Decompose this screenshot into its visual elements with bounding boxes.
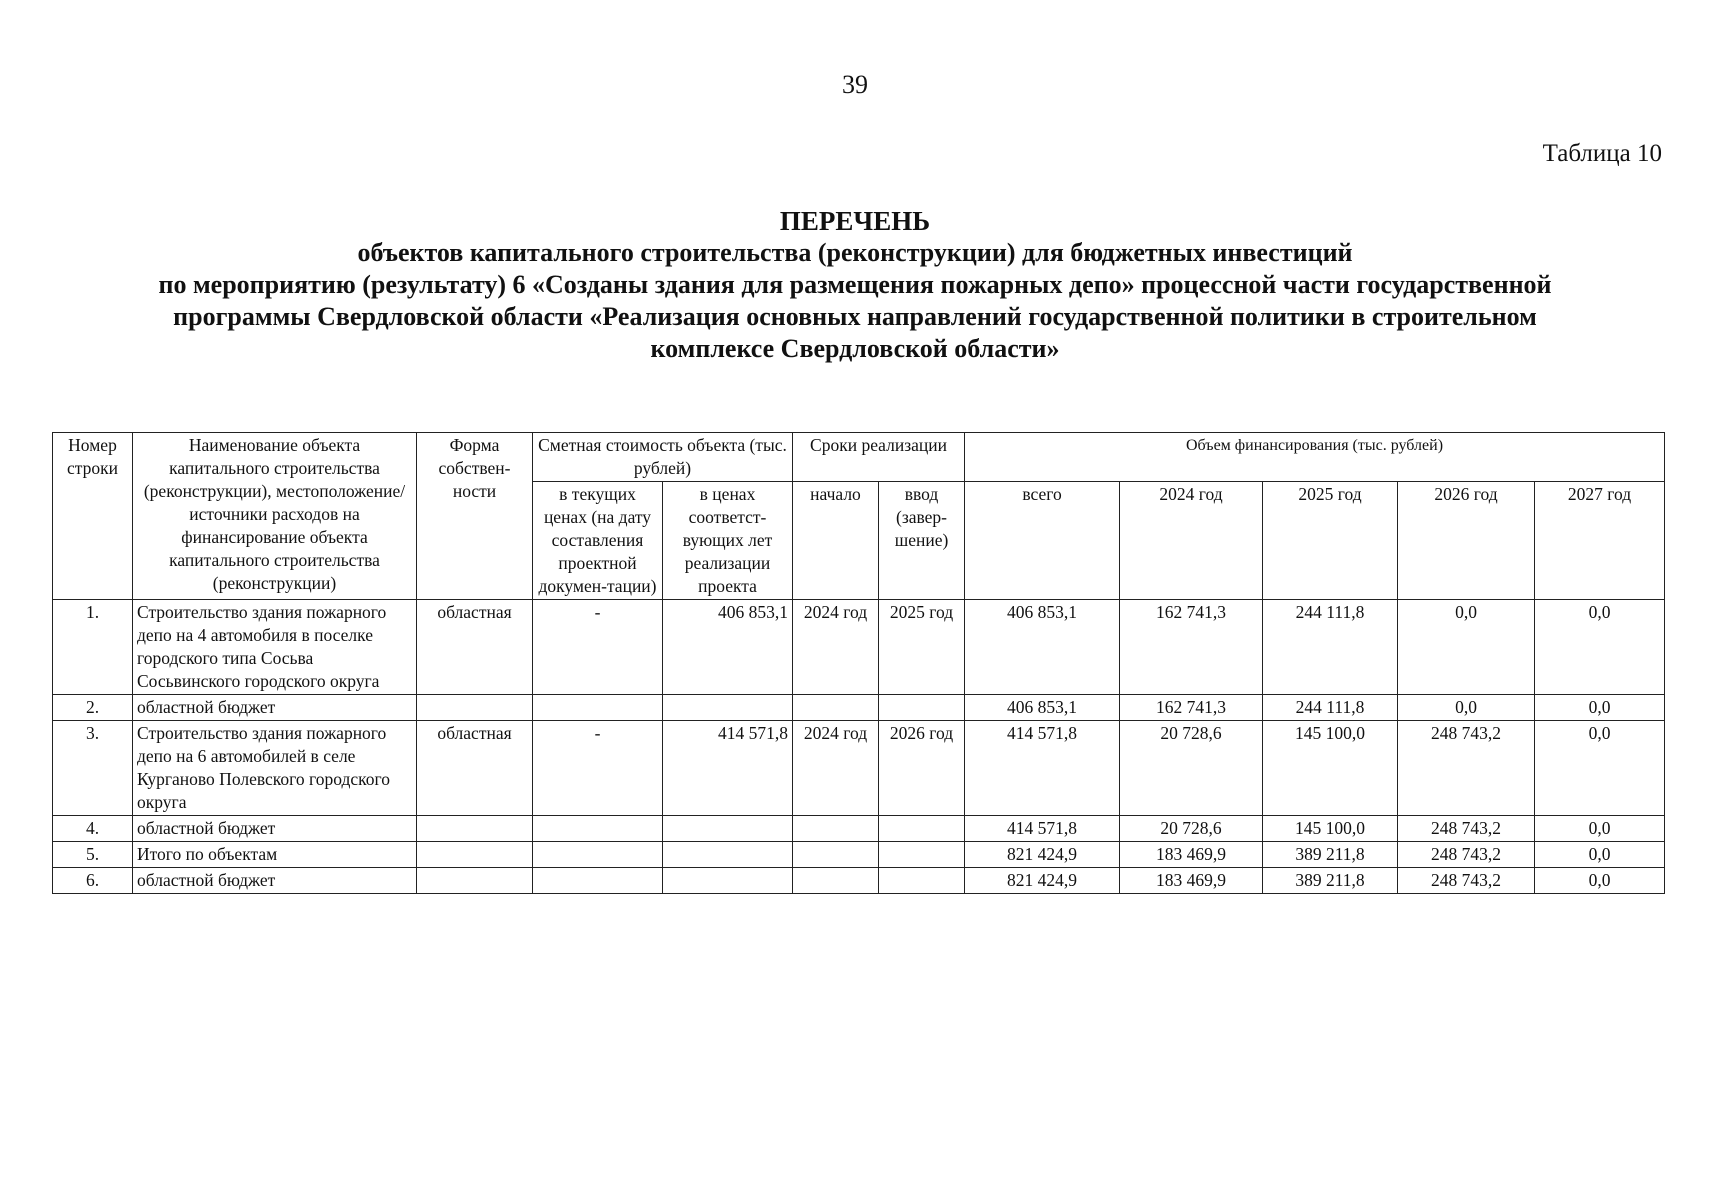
- amount-2027: 0,0: [1535, 721, 1665, 816]
- row-number: 5.: [53, 842, 133, 868]
- amount-2024: 20 728,6: [1120, 816, 1263, 842]
- cost-period: [663, 695, 793, 721]
- table-row: [53, 868, 1665, 894]
- header-2025: 2025 год: [1263, 482, 1398, 600]
- object-name: областной бюджет: [133, 868, 417, 894]
- amount-2025: 389 211,8: [1263, 868, 1398, 894]
- amount-2025: 145 100,0: [1263, 721, 1398, 816]
- header-row-top: [53, 433, 1665, 482]
- amount-2026: 248 743,2: [1398, 868, 1535, 894]
- object-name: областной бюджет: [133, 695, 417, 721]
- cost-period: 406 853,1: [663, 600, 793, 695]
- ownership: [417, 695, 533, 721]
- end-year: 2025 год: [879, 600, 965, 695]
- start-year: 2024 год: [793, 721, 879, 816]
- header-2027: 2027 год: [1535, 482, 1665, 600]
- table-label: Таблица 10: [1542, 140, 1662, 167]
- cost-current: -: [533, 600, 663, 695]
- title-line: комплексе Свердловской области»: [650, 334, 1060, 363]
- total-amount: 406 853,1: [965, 695, 1120, 721]
- capital-construction-table: [52, 432, 1665, 894]
- table-row: [53, 842, 1665, 868]
- amount-2024: 183 469,9: [1120, 842, 1263, 868]
- total-amount: 406 853,1: [965, 600, 1120, 695]
- amount-2027: 0,0: [1535, 600, 1665, 695]
- header-2026: 2026 год: [1398, 482, 1535, 600]
- row-number: 6.: [53, 868, 133, 894]
- ownership: [417, 816, 533, 842]
- cost-period: [663, 868, 793, 894]
- header-2024: 2024 год: [1120, 482, 1263, 600]
- title-line: программы Свердловской области «Реализация основных направлений государственной политики в строительном: [173, 302, 1537, 331]
- amount-2025: 244 111,8: [1263, 695, 1398, 721]
- ownership: областная: [417, 600, 533, 695]
- amount-2026: 248 743,2: [1398, 721, 1535, 816]
- total-amount: 414 571,8: [965, 721, 1120, 816]
- object-name: Строительство здания пожарного депо на 4 автомобиля в поселке городского типа Сосьва Сосьвинского городского округа: [133, 600, 417, 695]
- total-amount: 821 424,9: [965, 868, 1120, 894]
- table-row: [53, 721, 1665, 816]
- amount-2024: 162 741,3: [1120, 695, 1263, 721]
- cost-period: [663, 816, 793, 842]
- header-total: всего: [965, 482, 1120, 600]
- cost-current: -: [533, 721, 663, 816]
- amount-2024: 20 728,6: [1120, 721, 1263, 816]
- start-year: [793, 695, 879, 721]
- ownership: областная: [417, 721, 533, 816]
- header-start: начало: [793, 482, 879, 600]
- amount-2026: 0,0: [1398, 600, 1535, 695]
- amount-2025: 244 111,8: [1263, 600, 1398, 695]
- total-amount: 821 424,9: [965, 842, 1120, 868]
- start-year: 2024 год: [793, 600, 879, 695]
- cost-period: 414 571,8: [663, 721, 793, 816]
- title-line: объектов капитального строительства (реконструкции) для бюджетных инвестиций: [357, 238, 1353, 267]
- cost-current: [533, 695, 663, 721]
- row-number: 3.: [53, 721, 133, 816]
- end-year: [879, 816, 965, 842]
- amount-2027: 0,0: [1535, 816, 1665, 842]
- cost-current: [533, 842, 663, 868]
- start-year: [793, 868, 879, 894]
- object-name: Строительство здания пожарного депо на 6 автомобилей в селе Курганово Полевского городского округа: [133, 721, 417, 816]
- ownership: [417, 842, 533, 868]
- object-name: областной бюджет: [133, 816, 417, 842]
- row-number: 2.: [53, 695, 133, 721]
- table-row: [53, 695, 1665, 721]
- header-terms: Сроки реализации: [793, 433, 965, 482]
- header-estimated-cost: Сметная стоимость объекта (тыс. рублей): [533, 433, 793, 482]
- start-year: [793, 842, 879, 868]
- header-financing: Объем финансирования (тыс. рублей): [965, 433, 1665, 482]
- header-row-number: Номер строки: [53, 433, 133, 600]
- header-object-name: Наименование объекта капитального строительства (реконструкции), местоположение/ источники расходов на финансирование объекта капитального строительства (реконструкции): [133, 433, 417, 600]
- amount-2025: 145 100,0: [1263, 816, 1398, 842]
- ownership: [417, 868, 533, 894]
- header-ownership: Форма собствен-ности: [417, 433, 533, 600]
- header-cost-period: в ценах соответст-вующих лет реализации проекта: [663, 482, 793, 600]
- object-name: Итого по объектам: [133, 842, 417, 868]
- header-cost-current: в текущих ценах (на дату составления проектной докумен-тации): [533, 482, 663, 600]
- amount-2024: 162 741,3: [1120, 600, 1263, 695]
- end-year: [879, 695, 965, 721]
- row-number: 1.: [53, 600, 133, 695]
- amount-2025: 389 211,8: [1263, 842, 1398, 868]
- end-year: [879, 868, 965, 894]
- end-year: [879, 842, 965, 868]
- page-number: 39: [842, 70, 868, 99]
- total-amount: 414 571,8: [965, 816, 1120, 842]
- start-year: [793, 816, 879, 842]
- table-row: [53, 816, 1665, 842]
- amount-2026: 248 743,2: [1398, 842, 1535, 868]
- end-year: 2026 год: [879, 721, 965, 816]
- amount-2024: 183 469,9: [1120, 868, 1263, 894]
- title-main: ПЕРЕЧЕНЬ: [779, 206, 931, 236]
- title-line: по мероприятию (результату) 6 «Созданы здания для размещения пожарных депо» процессной части государственной: [158, 270, 1552, 299]
- cost-current: [533, 816, 663, 842]
- header-end: ввод (завер-шение): [879, 482, 965, 600]
- amount-2027: 0,0: [1535, 695, 1665, 721]
- cost-period: [663, 842, 793, 868]
- cost-current: [533, 868, 663, 894]
- amount-2026: 248 743,2: [1398, 816, 1535, 842]
- amount-2027: 0,0: [1535, 868, 1665, 894]
- table-row: [53, 600, 1665, 695]
- amount-2027: 0,0: [1535, 842, 1665, 868]
- amount-2026: 0,0: [1398, 695, 1535, 721]
- document-title: [60, 205, 1650, 365]
- row-number: 4.: [53, 816, 133, 842]
